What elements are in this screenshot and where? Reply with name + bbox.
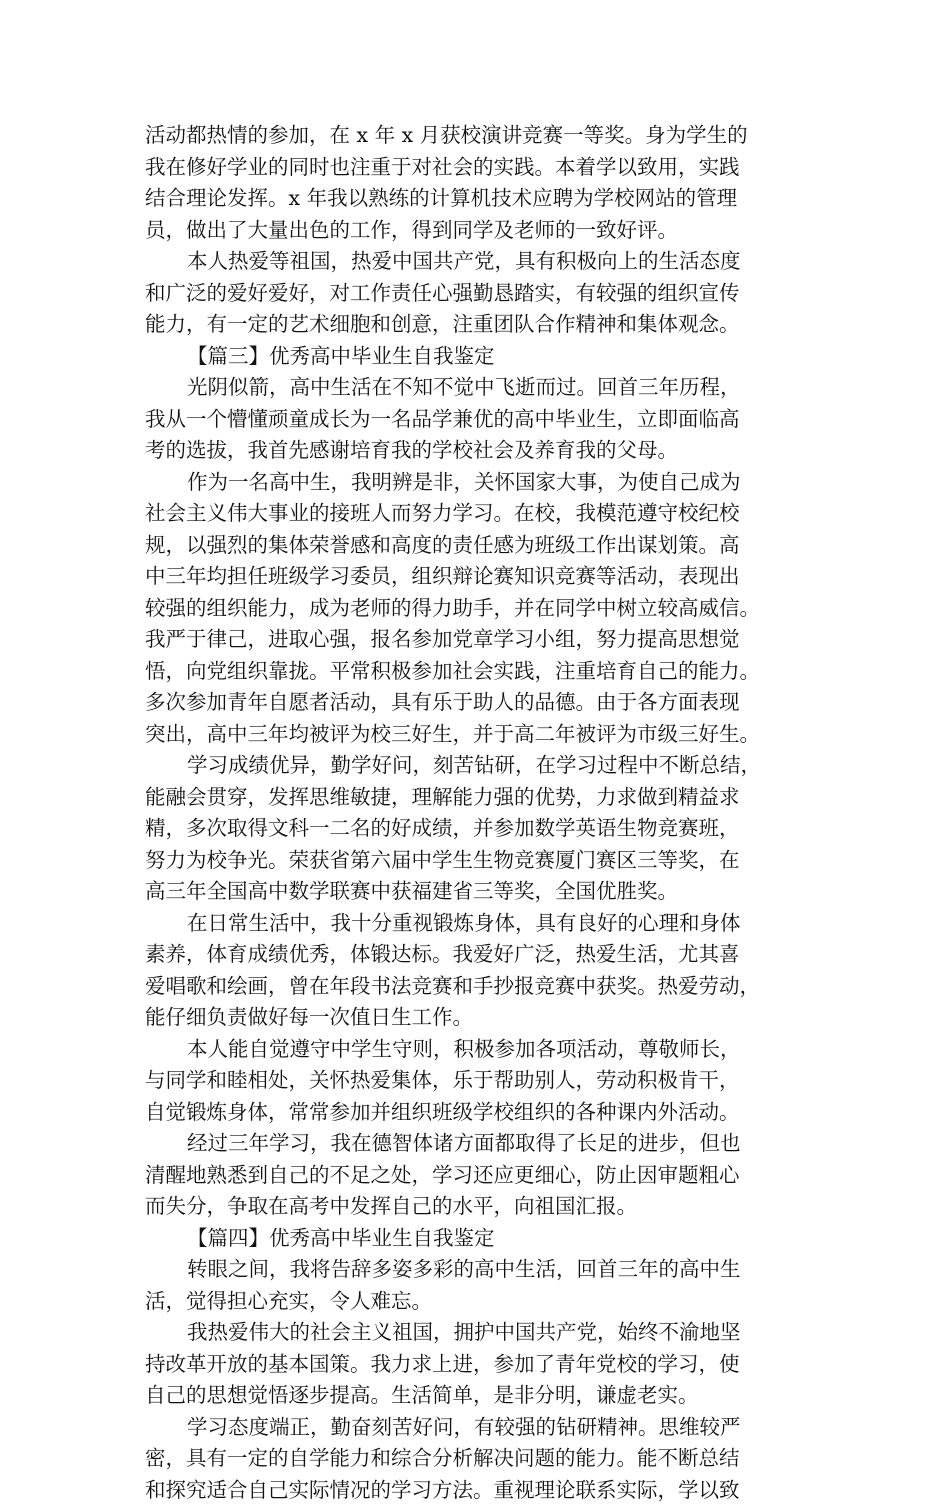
text-line: 结合理论发挥。x 年我以熟练的计算机技术应聘为学校网站的管理: [145, 183, 825, 215]
text-line: 自己的思想觉悟逐步提高。生活简单，是非分明，谦虚老实。: [145, 1380, 825, 1412]
text-line: 突出，高中三年均被评为校三好生，并于高二年被评为市级三好生。: [145, 719, 825, 751]
text-line: 经过三年学习，我在德智体诸方面都取得了长足的进步，但也: [145, 1128, 825, 1160]
text-line: 精，多次取得文科一二名的好成绩，并参加数学英语生物竞赛班，: [145, 813, 825, 845]
section-heading: 【篇三】优秀高中毕业生自我鉴定: [145, 341, 825, 373]
section-heading: 【篇四】优秀高中毕业生自我鉴定: [145, 1223, 825, 1255]
text-line: 较强的组织能力，成为老师的得力助手，并在同学中树立较高威信。: [145, 593, 825, 625]
text-line: 在日常生活中，我十分重视锻炼身体，具有良好的心理和身体: [145, 908, 825, 940]
text-line: 我在修好学业的同时也注重于对社会的实践。本着学以致用，实践: [145, 152, 825, 184]
text-line: 我热爱伟大的社会主义祖国，拥护中国共产党，始终不渝地坚: [145, 1317, 825, 1349]
text-line: 而失分，争取在高考中发挥自己的水平，向祖国汇报。: [145, 1191, 825, 1223]
text-line: 持改革开放的基本国策。我力求上进，参加了青年党校的学习，使: [145, 1349, 825, 1381]
text-line: 能仔细负责做好每一次值日生工作。: [145, 1002, 825, 1034]
text-line: 努力为校争光。荣获省第六届中学生生物竞赛厦门赛区三等奖，在: [145, 845, 825, 877]
text-line: 员，做出了大量出色的工作，得到同学及老师的一致好评。: [145, 215, 825, 247]
text-line: 学习态度端正，勤奋刻苦好问，有较强的钻研精神。思维较严: [145, 1412, 825, 1444]
text-line: 和广泛的爱好爱好，对工作责任心强勤恳踏实，有较强的组织宣传: [145, 278, 825, 310]
text-line: 光阴似箭，高中生活在不知不觉中飞逝而过。回首三年历程，: [145, 372, 825, 404]
text-line: 活，觉得担心充实，令人难忘。: [145, 1286, 825, 1318]
text-line: 悟，向党组织靠拢。平常积极参加社会实践，注重培育自己的能力。: [145, 656, 825, 688]
text-line: 本人热爱等祖国，热爱中国共产党，具有积极向上的生活态度: [145, 246, 825, 278]
text-line: 能融会贯穿，发挥思维敏捷，理解能力强的优势，力求做到精益求: [145, 782, 825, 814]
text-line: 自觉锻炼身体，常常参加并组织班级学校组织的各种课内外活动。: [145, 1097, 825, 1129]
text-line: 规，以强烈的集体荣誉感和高度的责任感为班级工作出谋划策。高: [145, 530, 825, 562]
text-line: 密，具有一定的自学能力和综合分析解决问题的能力。能不断总结: [145, 1443, 825, 1475]
text-line: 高三年全国高中数学联赛中获福建省三等奖，全国优胜奖。: [145, 876, 825, 908]
text-line: 和探究适合自己实际情况的学习方法。重视理论联系实际，学以致: [145, 1475, 825, 1506]
text-line: 爱唱歌和绘画，曾在年段书法竞赛和手抄报竞赛中获奖。热爱劳动，: [145, 971, 825, 1003]
text-line: 能力，有一定的艺术细胞和创意，注重团队合作精神和集体观念。: [145, 309, 825, 341]
text-line: 多次参加青年自愿者活动，具有乐于助人的品德。由于各方面表现: [145, 687, 825, 719]
text-line: 素养，体育成绩优秀，体锻达标。我爱好广泛，热爱生活，尤其喜: [145, 939, 825, 971]
text-line: 与同学和睦相处，关怀热爱集体，乐于帮助别人，劳动积极肯干，: [145, 1065, 825, 1097]
text-line: 考的选拔，我首先感谢培育我的学校社会及养育我的父母。: [145, 435, 825, 467]
text-line: 我严于律己，进取心强，报名参加党章学习小组，努力提高思想觉: [145, 624, 825, 656]
text-line: 社会主义伟大事业的接班人而努力学习。在校，我模范遵守校纪校: [145, 498, 825, 530]
document-page: [145, 120, 825, 1506]
text-line: 活动都热情的参加，在 x 年 x 月获校演讲竞赛一等奖。身为学生的: [145, 120, 825, 152]
text-line: 清醒地熟悉到自己的不足之处，学习还应更细心，防止因审题粗心: [145, 1160, 825, 1192]
text-line: 转眼之间，我将告辞多姿多彩的高中生活，回首三年的高中生: [145, 1254, 825, 1286]
text-line: 中三年均担任班级学习委员，组织辩论赛知识竞赛等活动，表现出: [145, 561, 825, 593]
text-line: 本人能自觉遵守中学生守则，积极参加各项活动，尊敬师长，: [145, 1034, 825, 1066]
text-line: 学习成绩优异，勤学好问，刻苦钻研，在学习过程中不断总结，: [145, 750, 825, 782]
text-line: 作为一名高中生，我明辨是非，关怀国家大事，为使自己成为: [145, 467, 825, 499]
text-line: 我从一个懵懂顽童成长为一名品学兼优的高中毕业生，立即面临高: [145, 404, 825, 436]
